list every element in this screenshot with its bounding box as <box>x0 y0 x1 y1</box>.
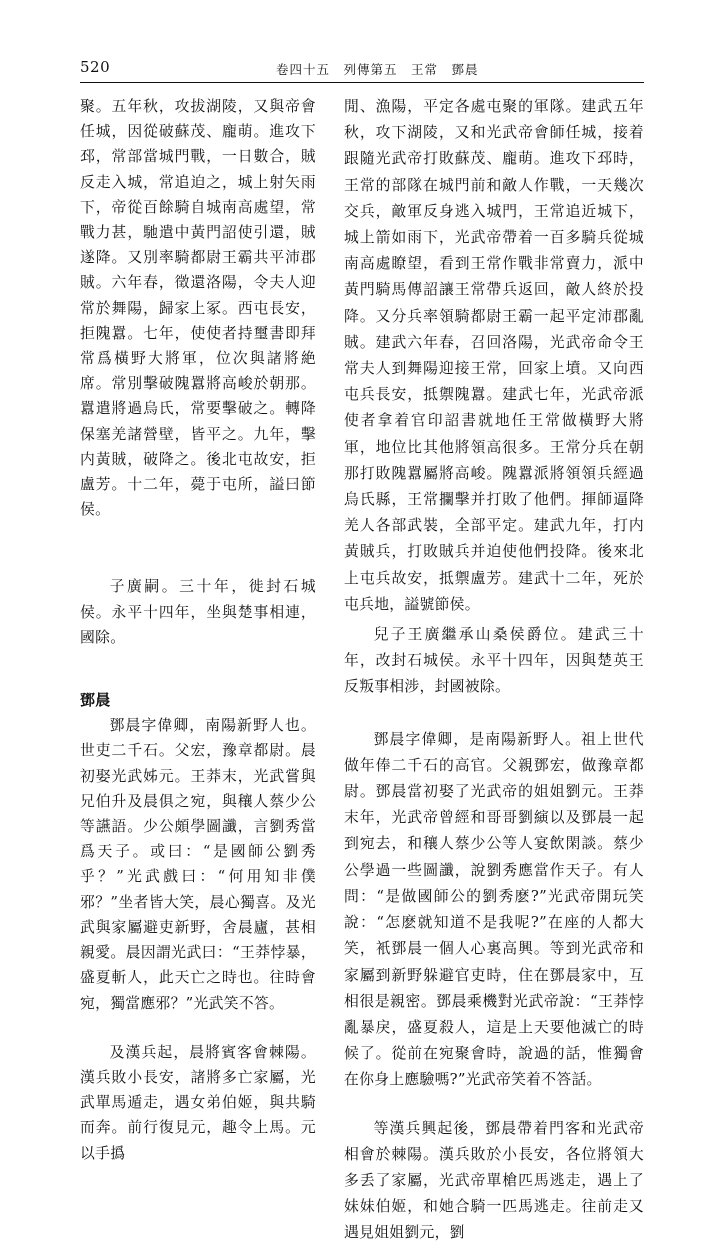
left-paragraph-3: 鄧晨字偉卿，南陽新野人也。世吏二千石。父宏，豫章都尉。晨初娶光武姊元。王莽末，光武嘗與兄伯升及晨俱之宛，與穰人蔡少公等讌語。少公頗學圖讖，言劉秀當爲天子。或曰：“是國師公劉秀乎？”光武戲曰：“何用知非僕邪？”坐者皆大笑，晨心獨喜。及光武與家屬避吏新野，舍晨廬，甚相親愛。晨因謂光武曰：“王莽悖暴，盛夏斬人，此天亡之時也。往時會宛，獨當應邪？”光武笑不答。 <box>80 717 316 1012</box>
right-paragraph-3: 鄧晨字偉卿，是南陽新野人。祖上世代做年俸二千石的高官。父親鄧宏，做豫章都尉。鄧晨當初娶了光武帝的姐姐劉元。王莽末年，光武帝曾經和哥哥劉縯以及鄧晨一起到宛去，和穰人蔡少公等人宴飲閑談。蔡少公學過一些圖讖，說劉秀應當作天子。有人問：“是做國師公的劉秀麽?”光武帝開玩笑說：“怎麽就知道不是我呢?”在座的人都大笑，衹鄧晨一個人心裏高興。等到光武帝和家屬到新野躲避官吏時，住在鄧晨家中，互相很是親密。鄧晨乘機對光武帝說：“王莽悖亂暴戾，盛夏殺人，這是上天要他滅亡的時候了。從前在宛聚會時，說過的話，惟獨會在你身上應驗嗎?”光武帝笑着不答話。 <box>344 730 644 1089</box>
right-paragraph-2: 兒子王廣繼承山桑侯爵位。建武三十年，改封石城侯。永平十四年，因與楚英王反叛事相涉，封國被除。 <box>344 626 644 696</box>
spacer <box>80 522 316 574</box>
spacer <box>80 1016 316 1040</box>
right-paragraph-4: 等漢兵興起後，鄧晨帶着門客和光武帝相會於棘陽。漢兵敗於小長安，各位將領大多丢了家屬，光武帝單槍匹馬逃走，遇上了妹妹伯姬，和她合騎一匹馬逃走。往前走又遇見姐姐劉元，劉 <box>344 1119 644 1242</box>
spacer <box>344 701 644 727</box>
left-paragraph-2: 子廣嗣。三十年，徙封石城侯。永平十四年，坐與楚事相連，國除。 <box>80 578 316 646</box>
right-paragraph-1: 閒、漁陽，平定各處屯聚的軍隊。建武五年秋，攻下湖陵，又和光武帝會師任城，接着跟隨光武帝打敗蘇茂、龐萌。進攻下邳時，王常的部隊在城門前和敵人作戰，一天幾次交兵，敵軍反身逃入城門，王常追近城下，城上箭如雨下，光武帝帶着一百多騎兵從城南高處瞭望，看到王常作戰非常賣力，派中黃門騎馬傳詔讓王常帶兵返回，敵人終於投降。又分兵率領騎都尉王霸一起平定沛郡亂賊。建武六年春，召回洛陽，光武帝命令王常夫人到舞陽迎接王常，回家上墳。又向西屯兵長安，抵禦隗囂。建武七年，光武帝派使者拿着官印詔書就地任王常做橫野大將軍，地位比其他將領高很多。王常分兵在朝那打敗隗囂屬將高峻。隗囂派將領領兵經過烏氏縣，王常攔擊并打敗了他們。揮師逼降羌人各部武裝，全部平定。建武九年，打内黃賊兵，打敗賊兵并迫使他們投降。後來北上屯兵故安，抵禦盧芳。建武十二年，死於屯兵地，謚號節侯。 <box>344 98 644 613</box>
page-header <box>0 0 716 84</box>
header-rule <box>80 82 644 83</box>
running-head: 卷四十五 列傳第五 王常 鄧晨 <box>276 62 479 77</box>
classical-text-column <box>80 94 316 1166</box>
spacer <box>80 650 316 688</box>
left-paragraph-4: 及漢兵起，晨將賓客會棘陽。漢兵敗小長安，諸將多亡家屬，光武單馬遁走，遇女弟伯姬，與共騎而奔。前行復見元，趣令上馬。元以手撝 <box>80 1043 316 1162</box>
section-title: 鄧晨 <box>80 691 111 710</box>
left-paragraph-1: 聚。五年秋，攻拔湖陵，又與帝會任城，因從破蘇茂、龐萌。進攻下邳，常部當城門戰，一日數合，賊反走入城，常追迫之，城上射矢雨下，帝從百餘騎自城南高處望，常戰力甚，馳遣中黃門詔使引還，賊遂降。又別率騎都尉王霸共平沛郡賊。六年春，徵還洛陽，令夫人迎常於舞陽，歸家上冢。西屯長安，拒隗囂。七年，使使者持璽書即拜常爲橫野大將軍，位次與諸將絶席。常別擊破隗囂將高峻於朝那。囂遣將過烏氏，常要擊破之。轉降保塞羌諸營壁，皆平之。九年，擊内黃賊，破降之。後北屯故安，拒盧芳。十二年，薨于屯所，謚曰節侯。 <box>80 98 316 519</box>
translation-column <box>344 94 644 1247</box>
spacer <box>344 1094 644 1116</box>
page-number: 520 <box>80 58 111 76</box>
